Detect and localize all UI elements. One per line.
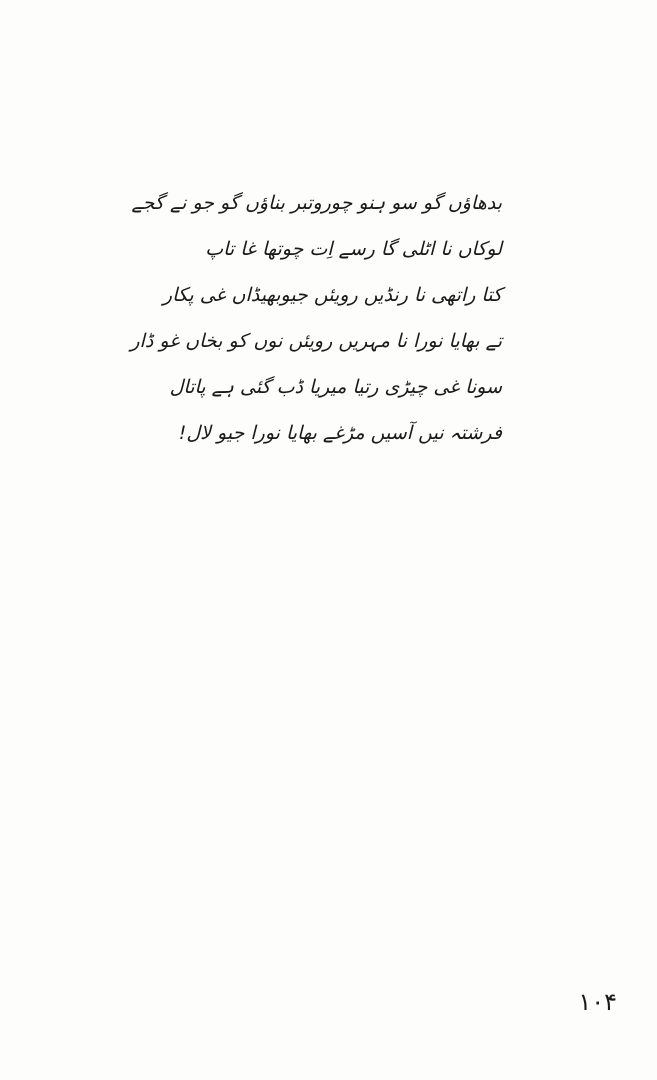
page-number: ۱۰۴ bbox=[578, 988, 617, 1016]
poem-block bbox=[130, 180, 502, 456]
poem-line-3: کتا راتھی نا رنڈیں رویئں جیوبھیڈاں غی پکار bbox=[162, 284, 502, 306]
poem-line-6: فرشتہ نیں آسیں مڑغے بھایا نورا جیو لال! bbox=[178, 422, 502, 444]
poem-line-5: سونا غی چیڑی رتیا میریا ڈب گئی ہے پاتال bbox=[169, 376, 502, 398]
poem-line-2: لوکاں نا اٹلی گا رسے اِت چوتھا غا تاپ bbox=[205, 238, 502, 260]
poem-line-4: تے بھایا نورا نا مہریں رویئں نوں کو بخاں غو ڈار bbox=[130, 330, 502, 352]
poem-line-1: بدھاؤں گو سو ہنو چوروتبر بناؤں گو جو نے گجے bbox=[131, 192, 502, 214]
